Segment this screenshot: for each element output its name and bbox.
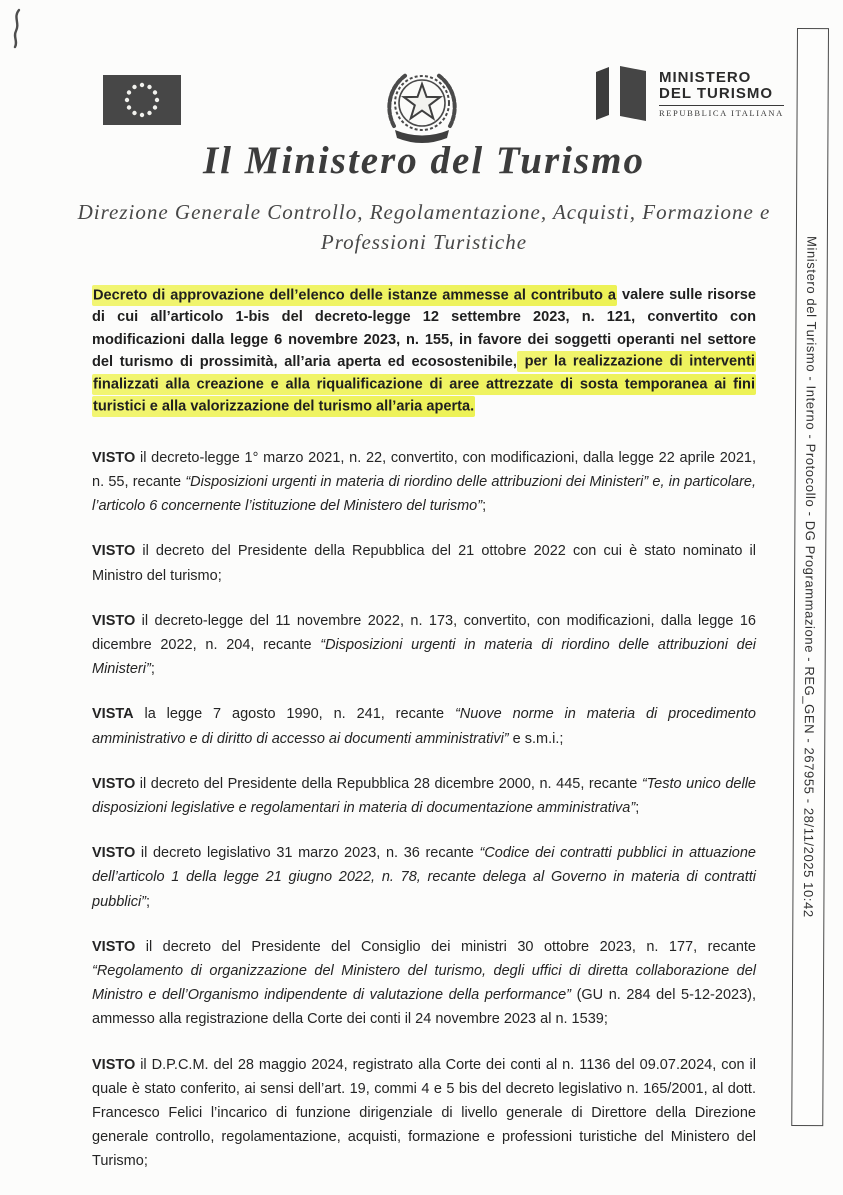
text-segment: il decreto del Presidente della Repubblica 28 dicembre 2000, n. 445, recante (135, 775, 642, 792)
text-segment: il decreto del Presidente della Repubblica del 21 ottobre 2022 con cui è stato nominato il Ministro del turismo; (92, 543, 756, 584)
logo-text-repubblica-italiana: REPUBBLICA ITALIANA (659, 105, 784, 118)
text-segment: “Codice dei contratti pubblici in attuazione dell’articolo 1 della legge 21 giugno 2022, n. 78, recante delega al Governo in materia di contratti pubblici” (92, 845, 756, 910)
text-segment: ; (482, 498, 487, 515)
eu-flag-icon (103, 75, 181, 130)
text-segment: il D.P.C.M. del 28 maggio 2024, registrato alla Corte dei conti al n. 1136 del 09.07.2024, con il quale è stato conferito, ai sensi dell’art. 19, commi 4 e 5 bis del decreto legislativo n. 165/2001, al dott. Francesco Felici l’incarico di funzione dirigenziale di livello generale di Direttore della Direzione generale controllo, regolamentazione, acquisti, formazione e professioni turistiche del Ministero del Turismo; (92, 1056, 756, 1170)
text-segment: “Testo unico delle disposizioni legislative e regolamentari in materia di documentazione amministrativa” (92, 775, 756, 817)
text-segment: il decreto legislativo 31 marzo 2023, n. 36 recante (135, 845, 480, 862)
visto-paragraph-1 (92, 446, 756, 519)
text-segment: la legge 7 agosto 1990, n. 241, recante (133, 706, 455, 723)
text-segment: il decreto-legge del 11 novembre 2022, n. 173, convertito, con modificazioni, dalla legge 16 dicembre 2022, n. 204, recante (92, 612, 756, 653)
highlighted-text: per la realizzazione di interventi finalizzati alla creazione e alla riqualificazione di aree attrezzate di sosta temporanea ai fini turistici e alla valorizzazione del turismo all’aria aperta. (92, 351, 756, 417)
text-segment: VISTA (92, 706, 134, 723)
logo-text-del-turismo: DEL TURISMO (659, 85, 774, 102)
text-segment: valere sulle risorse di cui all’articolo 1-bis del decreto-legge 12 settembre 2023, n. 121, convertito con modificazioni dalla legge 6 novembre 2023, n. 155, in favore dei soggetti operanti nel settore del turismo di prossimità, all’aria aperta ed ecosostenibile, (92, 287, 757, 370)
ministero-turismo-logo (594, 64, 784, 122)
text-segment: VISTO (92, 612, 136, 629)
text-segment: e s.m.i.; (508, 730, 564, 747)
text-segment: ; (146, 893, 151, 910)
text-segment: VISTO (92, 1056, 136, 1073)
text-segment: il decreto del Presidente del Consiglio dei ministri 30 ottobre 2023, n. 177, recante (135, 938, 756, 955)
text-segment: (GU n. 284 del 5-12-2023), ammesso alla registrazione della Corte dei conti il 24 novembre 2023 al n. 1539; (92, 987, 756, 1028)
text-segment: VISTO (92, 775, 136, 792)
visto-paragraph-6 (92, 841, 756, 914)
text-segment: “Disposizioni urgenti in materia di riordino delle attribuzioni dei Ministeri” (92, 637, 756, 678)
logo-flags-icon (594, 64, 650, 122)
text-segment: “Regolamento di organizzazione del Ministero del turismo, degli uffici di diretta collaborazione del Ministro e dell’Organismo indipendente di valutazione della performance” (92, 963, 756, 1004)
document-body (92, 284, 756, 1195)
ministry-script-title: Il Ministero del Turismo (202, 139, 646, 182)
text-segment: ; (635, 800, 640, 817)
directorate-subtitle-line2: Professioni Turistiche (320, 230, 528, 254)
visto-paragraph-2 (92, 539, 756, 587)
logo-text-ministero: MINISTERO (659, 69, 752, 86)
visto-paragraph-7 (92, 935, 756, 1032)
visto-paragraphs (92, 446, 756, 1174)
visto-paragraph-3 (92, 609, 756, 682)
text-segment: “Disposizioni urgenti in materia di riordino delle attribuzioni dei Ministeri” e, in particolare, l’articolo 6 concernente l’istituzione del Ministero del turismo” (92, 473, 756, 515)
text-segment: VISTO (92, 845, 136, 862)
vista-paragraph-4 (92, 702, 756, 750)
scan-pen-mark (4, 4, 32, 59)
text-segment: VISTO (92, 543, 136, 560)
text-segment: il decreto-legge 1° marzo 2021, n. 22, convertito, con modificazioni, dalla legge 22 aprile 2021, n. 55, recante (92, 449, 756, 490)
text-segment: VISTO (92, 938, 136, 955)
text-segment: ; (150, 661, 155, 678)
protocol-stamp-strip (791, 28, 829, 1126)
protocol-stamp-text: Ministero del Turismo - Interno - Protocollo - DG Programmazione - REG_GEN - 267955 - 28/11/2025 10:42 (800, 236, 820, 918)
visto-paragraph-8 (92, 1053, 756, 1174)
decree-subject-paragraph (92, 284, 756, 418)
directorate-subtitle-line1: Direzione Generale Controllo, Regolamentazione, Acquisti, Formazione e (77, 200, 771, 224)
text-segment: “Nuove norme in materia di procedimento amministrativo e di diritto di accesso ai documenti amministrativi” (92, 706, 756, 747)
visto-paragraph-5 (92, 772, 756, 820)
text-segment: VISTO (92, 449, 136, 466)
highlighted-text: Decreto di approvazione dell’elenco delle istanze ammesse al contributo a (92, 285, 617, 306)
